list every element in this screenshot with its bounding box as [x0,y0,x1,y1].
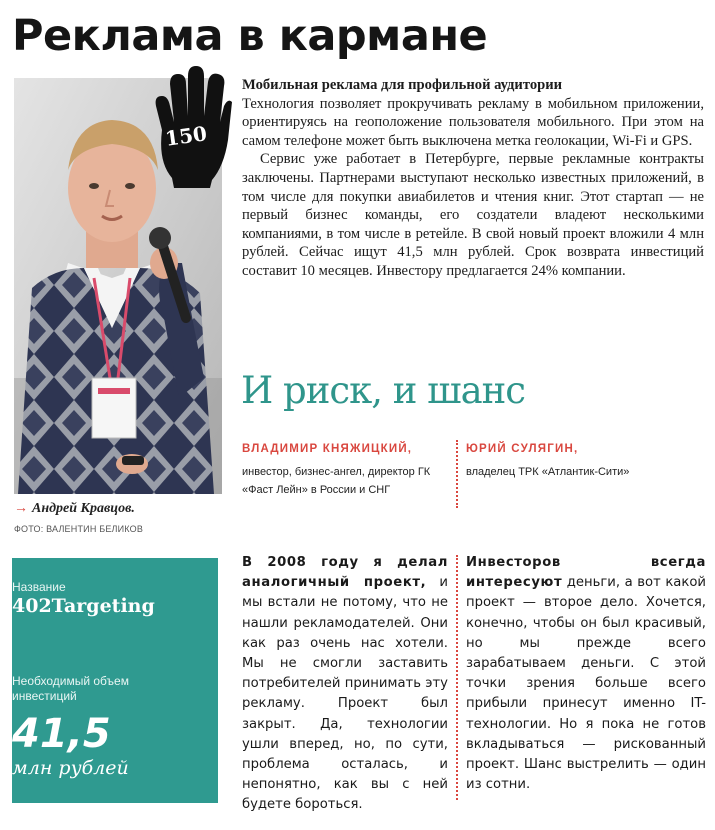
photo-credit: ФОТО: ВАЛЕНТИН БЕЛИКОВ [14,524,144,534]
expert-2-name: ЮРИЙ СУЛЯГИН, [466,443,579,455]
quote-divider [456,555,458,800]
expert-2-role: владелец ТРК «Атлантик-Сити» [466,466,630,478]
lead-text-1: Технология позволяет прокручивать рекламу в мобильном приложении, ориентируясь на геоположение пользователя мобильного. При этом на самом телефоне может быть выключена метка геолокации, Wi-Fi и GPS. [242,95,704,149]
lead-paragraph-1 [242,76,704,150]
info-name-label: Название [12,580,66,594]
info-name-value: 402Targeting [12,595,155,617]
expert-1 [242,443,452,499]
quote-1-body: и мы встали не потому, что не нашли рекламодателей. Они как раз очень нас хотели. Мы не смогли заставить потребителей принимать эту рекламу. Проект был закрыт. Да, технологии ушли вперед, но, по сути, проблема осталась, и непонятно, как вы с ней будете бороться. [242,575,448,813]
badge-number: 150 [163,121,209,151]
expert-divider [456,440,458,508]
subhead: И риск, и шанс [241,369,526,412]
quote-1-lead: В 2008 году я делал аналогичный проект, [242,555,448,591]
quote-2 [466,553,706,795]
quote-2-lead: Инвесторов всегда интересуют [466,555,706,591]
photo-caption-name: Андрей Кравцов. [32,501,135,516]
hand-icon [150,66,232,188]
info-invest-unit: млн рублей [12,757,129,779]
expert-1-name: ВЛАДИМИР КНЯЖИЦКИЙ, [242,443,413,455]
lead-paragraph-2: Сервис уже работает в Петербурге, первые рекламные контракты заключены. Партнерами выступают несколько известных приложений, в том числе для покупки авиабилетов и чтения книг. Этот стартап — не первый бизнес команды, его создатели владеют несколькими компаниями, в том числе в ретейле. В свой новый проект вложили 4 млн рублей. Сейчас ищут 41,5 млн рублей. Срок возврата инвестиций составит 10 месяцев. Инвестору предлагается 24% компании. [242,151,704,279]
expert-2 [466,443,706,481]
headline: Реклама в кармане [12,11,488,61]
info-invest-label: Необходимый объем инвестиций [12,674,129,703]
info-invest-value: 41,5 [12,711,111,757]
lead-article [242,76,704,281]
expert-1-role: инвестор, бизнес-ангел, директор ГК «Фаст Лейн» в России и СНГ [242,466,431,496]
quote-1 [242,553,448,816]
arrow-right-icon: → [14,501,28,516]
photo-caption [14,501,135,517]
quote-2-body: деньги, а вот какой проект — второе дело. Хочется, конечно, чтобы он был красивый, но мы прежде всего зарабатываем деньги. С этой точки зрения больше всего прибыли принесут именно IT-технологии. Но я пока не готов вкладываться — рискованный проект. Шанс выстрелить — один из сотни. [466,575,706,793]
lead-title: Мобильная реклама для профильной аудитории [242,77,563,93]
